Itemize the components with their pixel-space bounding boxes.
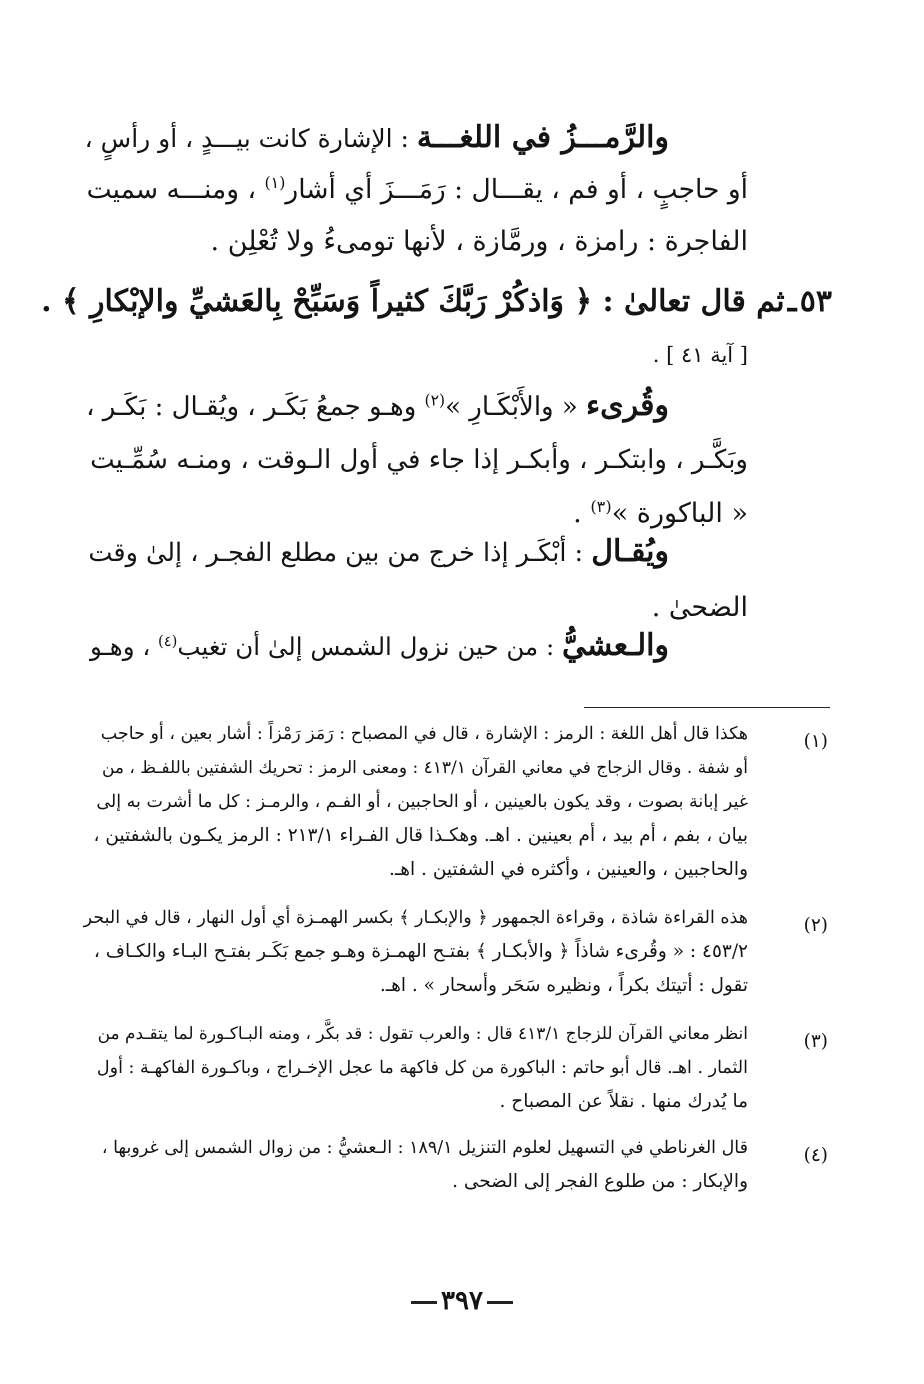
text-span: « والأَبْكَـارِ » xyxy=(445,392,587,422)
text-span: : أبْكَـر إذا خرج من بين مطلع الفجـر ، إلىٰ وقت xyxy=(88,538,592,568)
text-span: الضحىٰ . xyxy=(651,592,748,623)
section-dash: ـ xyxy=(787,284,797,319)
paragraph-3-line-1 xyxy=(86,386,669,427)
paragraph-4-line-2 xyxy=(652,588,748,628)
footnote-1-line-2: أو شفة . وقال الزجاج في معاني القرآن ٤١٣/١ : ومعنى الرمز : تحريك الشفتين باللفـظ ، من xyxy=(101,758,748,778)
text-span: . xyxy=(573,498,591,529)
section-number: ٥٣ xyxy=(799,284,832,319)
footnote-4-line-2: والإبكار : من طلوع الفجر إلى الضحى . xyxy=(452,1171,748,1192)
footnote-3-number: (٣) xyxy=(803,1031,828,1052)
ayah-reference xyxy=(653,343,748,367)
footnote-1-line-3: غير إبانة بصوت ، وقد يكون بالعينين ، أو الحاجبين ، أو الفـم ، والرمـز : كل ما أشرت به إلى xyxy=(96,792,748,812)
paragraph-4-line-1 xyxy=(88,532,669,573)
footnote-ref-2[interactable]: (٢) xyxy=(424,391,446,410)
footnote-4-line-1: قال الغرناطي في التسهيل لعلوم التنزيل ١٨٩/١ : الـعشيُّ : من زوال الشمس إلى غروبها ، xyxy=(101,1138,748,1158)
text-span: : الإشارة كانت بيـــدٍ ، أو رأسٍ ، xyxy=(84,124,417,153)
text-span: ، ومنـــه سميت xyxy=(86,174,265,205)
footnote-ref-1[interactable]: (١) xyxy=(264,173,286,193)
footnote-1-line-1: هكذا قال أهل اللغة : الرمز : الإشارة ، قال في المصباح : رَمَز رَمْزاً : أشار بعين ، أو حاجب xyxy=(100,724,748,744)
term-quri: وقُرىء xyxy=(586,388,669,423)
text-span: : من حين نزول الشمس إلىٰ أن تغيب xyxy=(177,632,562,661)
text-span: ، وهـو xyxy=(89,632,159,661)
footnote-2-number: (٢) xyxy=(803,915,828,936)
page-number-dash-right xyxy=(411,1301,437,1304)
text-span: الفاجرة : رامزة ، ورمَّازة ، لأنها تومىءُ ولا تُعْلِن . xyxy=(210,226,748,257)
footnote-1-number: (١) xyxy=(803,731,828,752)
paragraph-1-line-1 xyxy=(85,118,669,159)
footnote-1-line-5: والحاجبين ، والعينين ، وأكثره في الشفتين . اهـ. xyxy=(388,859,748,880)
paragraph-3-line-3 xyxy=(573,494,748,534)
footnote-2-line-1: هذه القراءة شاذة ، وقراءة الجمهور ﴿ والإبكـار ﴾ بكسر الهمـزة أي أول النهار ، قال في البحر xyxy=(83,908,748,928)
paragraph-3-line-2 xyxy=(90,440,748,480)
paragraph-5-line-1 xyxy=(90,626,669,667)
paragraph-1-line-3 xyxy=(211,222,748,262)
term-ashi: والـعشيُّ xyxy=(562,628,669,663)
page-number-text: ٣٩٧ xyxy=(441,1286,483,1316)
footnote-3-line-2: الثمار . اهـ. قال أبو حاتم : الباكورة من كل فاكهة ما عجل الإخـراج ، وباكـورة الفاكهـة : أول xyxy=(96,1058,748,1078)
footnote-3-line-3: ما يُدرك منها . نقلاً عن المصباح . xyxy=(499,1091,748,1112)
footnote-ref-4[interactable]: (٤) xyxy=(158,632,178,650)
paragraph-1-line-2 xyxy=(87,170,748,210)
text-span: « الباكورة » xyxy=(611,498,748,529)
term-yuqal: ويُقـال xyxy=(591,534,669,569)
term-ramz: والرَّمـــزُ في اللغـــة xyxy=(416,120,669,155)
footnote-ref-3[interactable]: (٣) xyxy=(590,497,612,516)
text-span: أو حاجبٍ ، أو فم ، يقـــال : رَمَـــزَ أي أشار xyxy=(285,174,748,205)
footnote-separator xyxy=(584,707,830,708)
verse-53-line xyxy=(41,282,832,329)
footnote-2-line-3: تقول : أتيتك بكراً ، ونظيره سَحَر وأسحار » . اهـ. xyxy=(379,975,748,996)
ayah-ref-text: [ آية ٤١ ] . xyxy=(652,343,748,367)
footnote-1-line-4: بيان ، بفم ، أم بيد ، أم بعينين . اهـ. وهكـذا قال الفـراء ٢١٣/١ : الرمز يكـون بالشفتين ، xyxy=(93,825,748,846)
footnote-4-number: (٤) xyxy=(803,1145,828,1166)
page-number xyxy=(0,1286,924,1316)
page-number-dash-left xyxy=(487,1301,513,1304)
text-span: وهـو جمعُ بَكَـر ، ويُقـال : بَكَـر ، xyxy=(86,392,425,422)
text-span: وبَكَّـر ، وابتكـر ، وأبكـر إذا جاء في أول الـوقت ، ومنـه سُمِّـيت xyxy=(90,445,748,475)
footnote-2-line-2: ٤٥٣/٢ : « وقُرىء شاذاً ﴿ والأبكـار ﴾ بفتـح الهمـزة وهـو جمع بَكَـر بفتـح البـاء والكـاف ، xyxy=(93,941,748,962)
verse-text: ثم قال تعالىٰ : ﴿ وَاذكُرْ رَبَّكَ كثيراً وَسَبِّحْ بِالعَشيِّ والإبْكارِ ﴾ . xyxy=(41,284,785,319)
footnote-3-line-1: انظر معاني القرآن للزجاج ٤١٣/١ قال : والعرب تقول : قد بكَّر ، ومنه البـاكـورة لما يتقـدم من xyxy=(97,1024,748,1044)
